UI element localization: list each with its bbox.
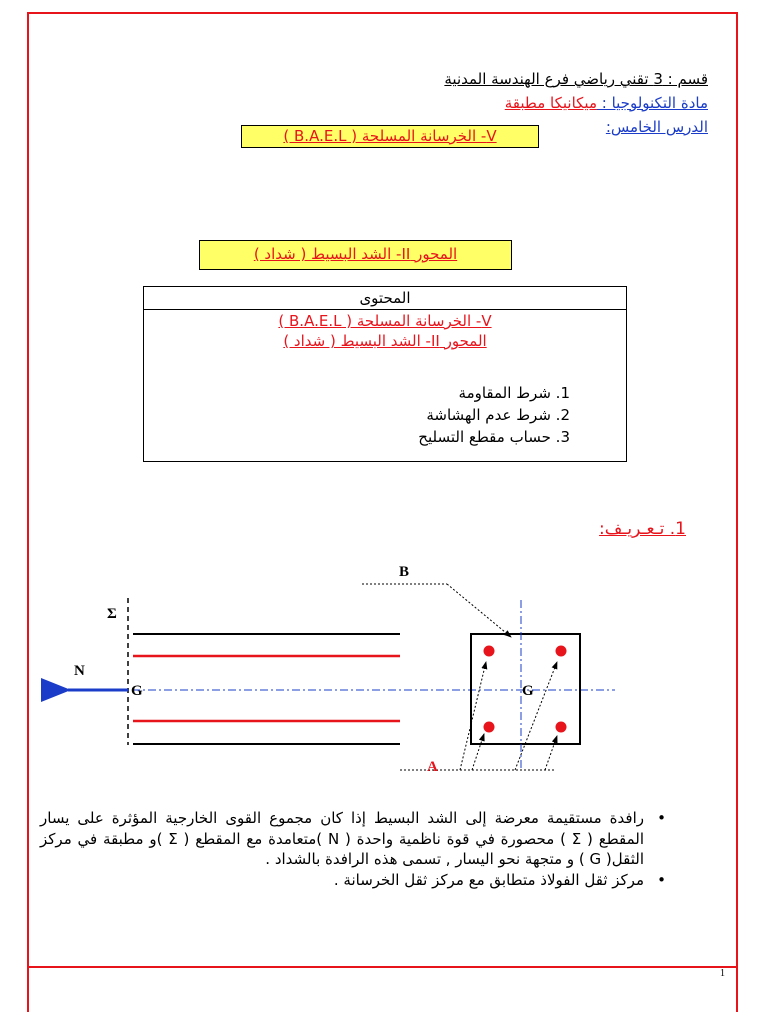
contents-table (143, 286, 627, 462)
a-leader (460, 662, 486, 770)
department-line: قسم : 3 تقني رياضي فرع الهندسة المدنية (444, 70, 708, 88)
bullet-text: مركز ثقل الفولاذ متطابق مع مركز ثقل الخرسانة . (333, 870, 644, 889)
contents-line-2: المحور II- الشد البسيط ( شداد ) (283, 332, 487, 350)
contents-list (418, 382, 570, 448)
bullet-text: رافدة مستقيمة معرضة إلى الشد البسيط إذا كان مجموع القوى الخارجية المؤثرة على يسار المقطع ( Σ ) محصورة في قوة ناظمية واحدة ( N )متعامدة مع المقطع ( Σ )و مطبقة في مركز الثقل( G ) و متجهة نحو اليسار , تسمى هذه الرافدة بالشداد . (40, 809, 644, 868)
contents-item: 1. شرط المقاومة (458, 384, 570, 402)
bullet-dot: • (657, 870, 666, 889)
rebar-dot (556, 646, 567, 657)
contents-line-1: V- الخرسانة المسلحة ( B.A.E.L ) (278, 312, 492, 330)
subject-line (505, 94, 708, 112)
footer-line (27, 966, 738, 968)
axis-title: المحور II- الشد البسيط ( شداد ) (253, 245, 458, 263)
bullet-item (40, 808, 672, 870)
g-right-label: G (522, 683, 534, 699)
tension-member-diagram (0, 560, 768, 780)
rebar-dot (484, 722, 495, 733)
page-number: 1 (720, 968, 725, 979)
contents-item: 2. شرط عدم الهشاشة (426, 406, 570, 424)
definition-bullets (40, 808, 672, 890)
lesson-title-box (241, 125, 539, 148)
contents-heading: المحتوى (144, 287, 626, 310)
b-label: B (399, 564, 410, 580)
definition-title: 1. تـعـريـف: (599, 519, 686, 539)
axis-title-box (199, 240, 512, 270)
sigma-label: Σ (107, 606, 117, 622)
bullet-item (40, 870, 672, 891)
rebar-dot (556, 722, 567, 733)
subject-label: مادة التكنولوجيا : (596, 94, 708, 112)
b-leader (447, 584, 511, 637)
contents-item: 3. حساب مقطع التسليح (418, 428, 570, 446)
n-label: N (74, 663, 85, 679)
lesson-label: الدرس الخامس: (605, 118, 708, 136)
lesson-title: V- الخرسانة المسلحة ( B.A.E.L ) (283, 127, 497, 145)
g-left-label: G (131, 683, 143, 699)
subject-value: ميكانيكا مطبقة (504, 94, 597, 112)
a-leader (545, 736, 557, 770)
a-leader (472, 734, 484, 770)
rebar-dot (484, 646, 495, 657)
bullet-dot: • (657, 809, 666, 827)
a-label: A (427, 759, 438, 775)
